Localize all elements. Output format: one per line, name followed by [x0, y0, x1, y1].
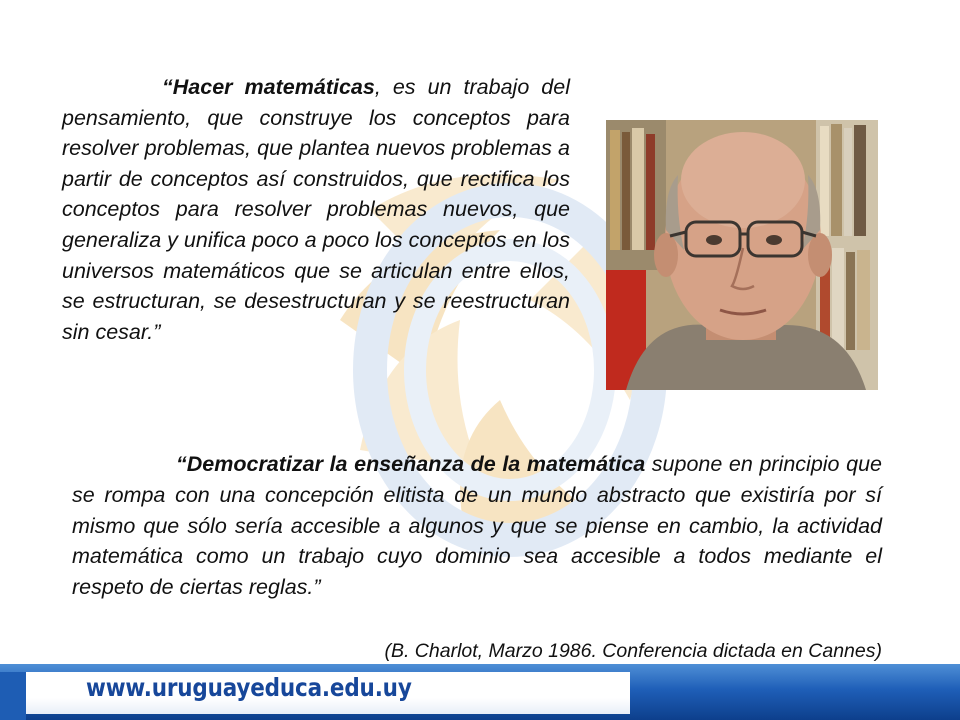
quote2-open-mark: “ [176, 452, 187, 476]
quote2-text: supone en principio que se rompa con una concepción elitista de un mundo abstracto que existiría por sí mismo que sólo sería accesible a algunos y que se piense en cambio, la actividad matemática como un trabajo cuyo dominio sea accesible a todos mediante el respeto de ciertas reglas.” [72, 452, 882, 600]
quote1-text: , es un trabajo del pensamiento, que construye los conceptos para resolver problemas, que plantea nuevos problemas a partir de conceptos así construidos, que rectifica los conceptos para resolver problemas nuevos, que generaliza y unifica poco a poco los conceptos en los universos matemáticos que se articulan entre ellos, se estructuran, se desestructuran y se reestructuran sin cesar.” [62, 75, 570, 344]
quote1-bold-phrase: Hacer matemáticas [172, 75, 375, 99]
portrait-illustration [606, 120, 878, 390]
quote-hacer-matematicas [62, 72, 570, 347]
author-photo [606, 120, 878, 390]
footer-left-edge [0, 672, 26, 720]
citation: (B. Charlot, Marzo 1986. Conferencia dictada en Cannes) [384, 640, 882, 662]
footer-url[interactable]: www.uruguayeduca.edu.uy [86, 673, 412, 702]
quote1-open-mark: “ [162, 75, 173, 99]
quote2-bold-phrase: Democratizar la enseñanza de la matemática [186, 452, 646, 476]
quote-democratizar [72, 449, 882, 603]
